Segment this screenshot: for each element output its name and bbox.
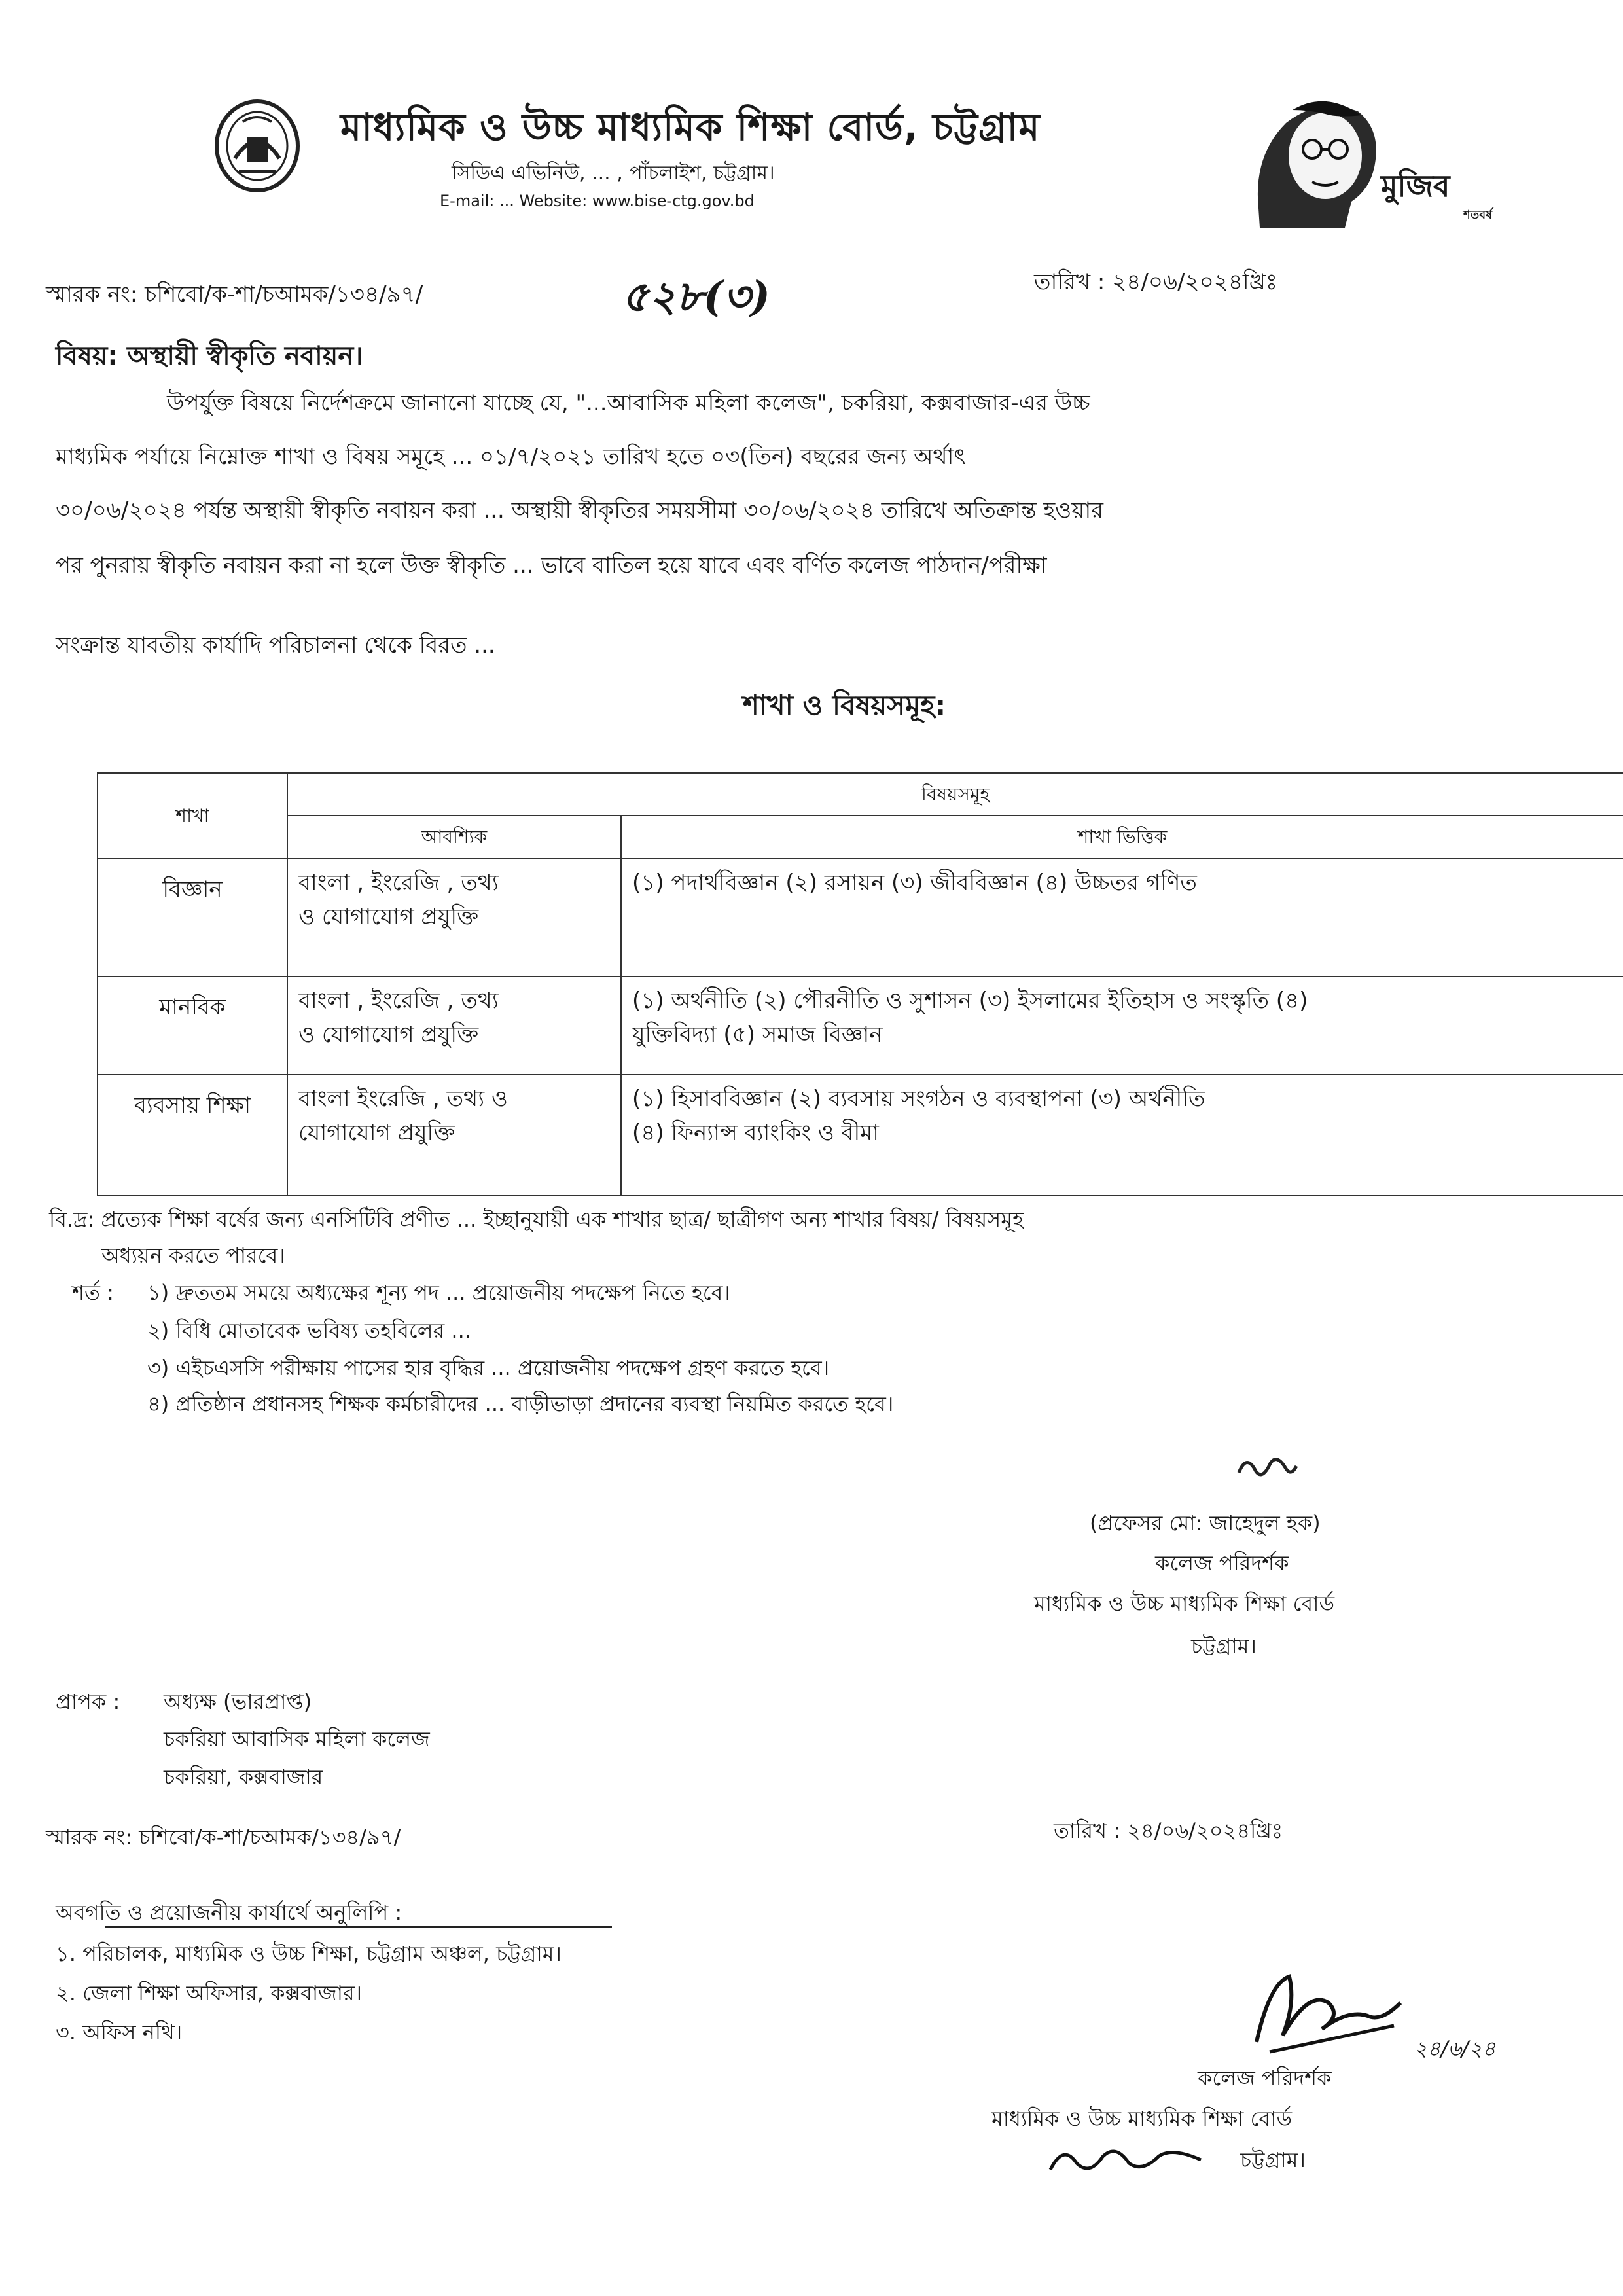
table-header-subjects: বিষয়সমূহ [287,773,1623,816]
clerk-signature-icon [1044,2137,1207,2183]
copy-item: ৩. অফিস নথি। [56,2020,183,2045]
branch-cell: বিজ্ঞান [98,859,287,977]
signatory-city: চট্টগ্রাম। [1191,1634,1257,1659]
copy-heading: অবগতি ও প্রয়োজনীয় কার্যার্থে অনুলিপি : [56,1900,402,1925]
condition-item: ৪) প্রতিষ্ঠান প্রধানসহ শিক্ষক কর্মচারীদের ... বাড়ীভাড়া প্রদানের ব্যবস্থা নিয়মিত করতে হবে। [147,1391,894,1416]
signatory-title: কলেজ পরিদর্শক [1155,1551,1289,1575]
signatory2-title: কলেজ পরিদর্শক [1198,2066,1332,2090]
body-line: উপর্যুক্ত বিষয়ে নির্দেশক্রমে জানানো যাচ্ছে যে, "...আবাসিক মহিলা কলেজ", চকরিয়া, কক্সবাজার-এর উচ্চ [167,390,1090,416]
table-row [98,859,1623,977]
table-header-branch-based: শাখা ভিত্তিক [621,816,1623,858]
memo-date: তারিখ : ২৪/০৬/২০২৪খ্রিঃ [1034,269,1278,295]
letter-subject: বিষয়: অস্থায়ী স্বীকৃতি নবায়ন। [56,341,363,371]
copy-heading-underline [105,1926,612,1928]
conditions-label: শর্ত : [72,1280,114,1305]
copy-item: ২. জেলা শিক্ষা অফিসার, কক্সবাজার। [56,1981,363,2005]
condition-item: ৩) এইচএসসি পরীক্ষায় পাসের হার বৃদ্ধির ... প্রয়োজনীয় পদক্ষেপ গ্রহণ করতে হবে। [147,1355,830,1380]
recipient-line: চকরিয়া আবাসিক মহিলা কলেজ [164,1727,430,1751]
board-seal-icon [213,98,302,194]
board-contact: E-mail: ... Website: www.bise-ctg.gov.bd [440,192,755,210]
table-header-branch: শাখা [98,773,287,859]
signatory2-org: মাধ্যমিক ও উচ্চ মাধ্যমিক শিক্ষা বোর্ড [991,2106,1293,2131]
copy-item: ১. পরিচালক, মাধ্যমিক ও উচ্চ শিক্ষা, চট্টগ্রাম অঞ্চল, চট্টগ্রাম। [56,1941,562,1966]
branch-subjects-cell: (১) হিসাববিজ্ঞান (২) ব্যবসায় সংগঠন ও ব্যবস্থাপনা (৩) অর্থনীতি (৪) ফিন্যান্স ব্যাংকিং ও বীমা [621,1075,1623,1196]
branch-subjects-cell: (১) পদার্থবিজ্ঞান (২) রসায়ন (৩) জীববিজ্ঞান (৪) উচ্চতর গণিত [621,859,1623,977]
table-row [98,1075,1623,1196]
board-address: সিডিএ এভিনিউ, ... , পাঁচলাইশ, চট্টগ্রাম। [452,162,775,185]
memo2-date: তারিখ : ২৪/০৬/২০২৪খ্রিঃ [1054,1818,1283,1843]
branch-cell: মানবিক [98,977,287,1075]
note-line: অধ্যয়ন করতে পারবে। [101,1243,285,1268]
mujib-sub-caption: শতবর্ষ [1463,208,1493,222]
compulsory-cell: বাংলা , ইংরেজি , তথ্য ও যোগাযোগ প্রযুক্তি [287,977,621,1075]
compulsory-cell: বাংলা ইংরেজি , তথ্য ও যোগাযোগ প্রযুক্তি [287,1075,621,1196]
signature-date-note: ২৪/৬/২৪ [1414,2036,1496,2061]
body-line: ৩০/০৬/২০২৪ পর্যন্ত অস্থায়ী স্বীকৃতি নবায়ন করা ... অস্থায়ী স্বীকৃতির সময়সীমা ৩০/০৬/২০২৪ তারিখে অতিক্রান্ত হওয়ার [56,497,1103,524]
signatory-org: মাধ্যমিক ও উচ্চ মাধ্যমিক শিক্ষা বোর্ড [1034,1591,1335,1616]
memo2-ref-number: স্মারক নং: চশিবো/ক-শা/চআমক/১৩৪/৯৭/ [46,1825,401,1850]
body-line: মাধ্যমিক পর্যায়ে নিম্নোক্ত শাখা ও বিষয় সমূহে ... ০১/৭/২০২১ তারিখ হতে ০৩(তিন) বছরের জন্য অর্থাৎ [56,444,966,470]
condition-item: ২) বিধি মোতাবেক ভবিষ্য তহবিলের ... [147,1318,471,1343]
subjects-table [97,772,1623,1196]
body-line: পর পুনরায় স্বীকৃতি নবায়ন করা না হলে উক্ত স্বীকৃতি ... ভাবে বাতিল হয়ে যাবে এবং বর্ণিত কলেজ পাঠদান/পরীক্ষা [56,552,1047,579]
table-row [98,977,1623,1075]
recipient-line: অধ্যক্ষ (ভারপ্রাপ্ত) [164,1689,312,1714]
signatory-name: (প্রফেসর মো: জাহেদুল হক) [1090,1511,1321,1535]
branch-cell: ব্যবসায় শিক্ষা [98,1075,287,1196]
board-title: মাধ্যমিক ও উচ্চ মাধ্যমিক শিক্ষা বোর্ড, চট্টগ্রাম [340,105,1041,149]
table-header-compulsory: আবশ্যিক [287,816,621,858]
recipient-line: চকরিয়া, কক্সবাজার [164,1765,323,1789]
inspector-signature-icon [1243,1964,1414,2062]
compulsory-cell: বাংলা , ইংরেজি , তথ্য ও যোগাযোগ প্রযুক্তি [287,859,621,977]
body-line: সংক্রান্ত যাবতীয় কার্যাদি পরিচালনা থেকে বিরত ... [56,632,495,658]
mujib-caption: মুজিব [1381,168,1450,204]
memo-ref-number: স্মারক নং: চশিবো/ক-শা/চআমক/১৩৪/৯৭/ [46,281,423,308]
condition-item: ১) দ্রুততম সময়ে অধ্যক্ষের শূন্য পদ ... প্রয়োজনীয় পদক্ষেপ নিতে হবে। [147,1280,730,1305]
initial-signature-icon [1234,1446,1299,1486]
signatory2-city: চট্টগ্রাম। [1240,2147,1306,2172]
note-line: বি.দ্র: প্রত্যেক শিক্ষা বর্ষের জন্য এনসিটিবি প্রণীত ... ইচ্ছানুযায়ী এক শাখার ছাত্র/ ছাত্রীগণ অন্য শাখার বিষয়/ বিষয়সমূহ [49,1207,1024,1232]
recipient-label: প্রাপক : [56,1689,120,1714]
section-heading: শাখা ও বিষয়সমূহ: [743,689,946,721]
branch-subjects-cell: (১) অর্থনীতি (২) পৌরনীতি ও সুশাসন (৩) ইসলামের ইতিহাস ও সংস্কৃতি (৪) যুক্তিবিদ্যা (৫) সমাজ বিজ্ঞান [621,977,1623,1075]
memo-handwritten-number: ৫২৮(৩) [622,272,770,321]
